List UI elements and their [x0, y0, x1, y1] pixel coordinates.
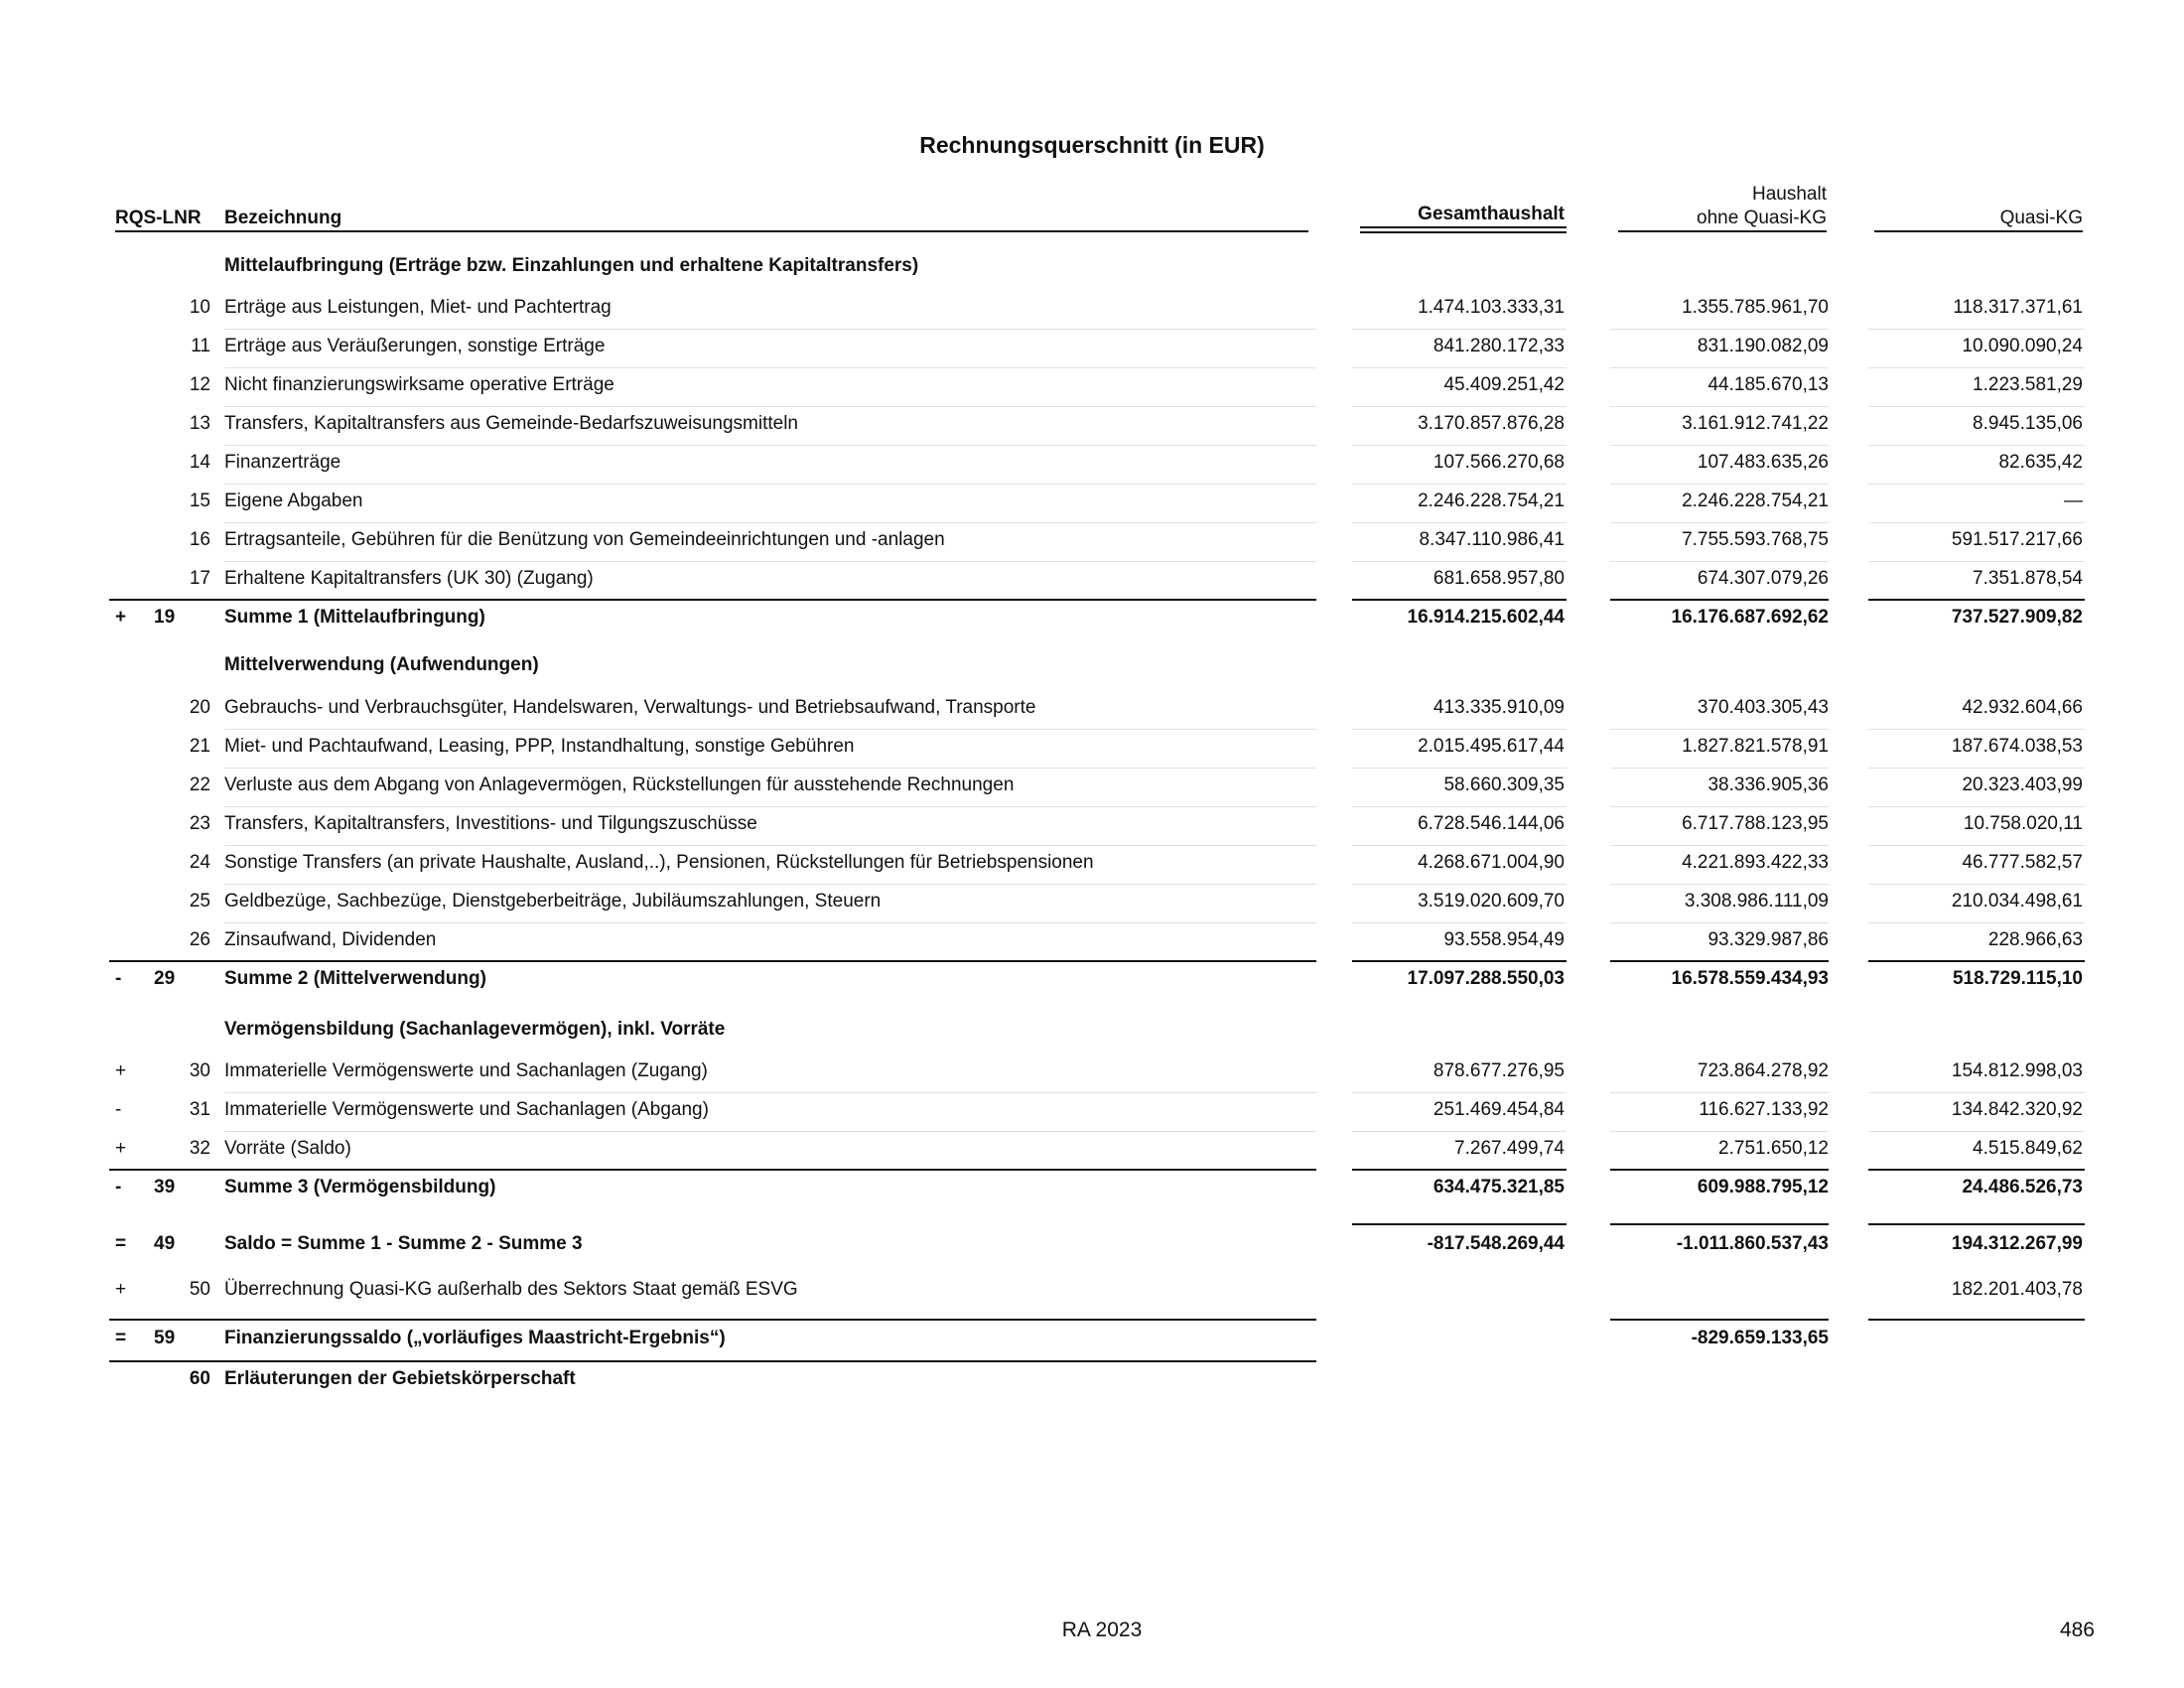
row-number: 25	[189, 891, 210, 912]
row-label: Summe 2 (Mittelverwendung)	[224, 968, 486, 989]
value-quasi-kg: 42.932.604,66	[1962, 697, 2083, 718]
value-gesamthaushalt: 2.246.228.754,21	[1418, 491, 1565, 511]
row-divider	[1352, 729, 1567, 730]
sum-divider	[1868, 599, 2085, 601]
sum-divider	[1610, 599, 1829, 601]
value-quasi-kg: 24.486.526,73	[1962, 1177, 2083, 1197]
sum-divider	[109, 1169, 1316, 1171]
row-operator: +	[115, 1138, 127, 1159]
row-number: 11	[191, 336, 210, 356]
value-haushalt: 116.627.133,92	[1699, 1099, 1829, 1120]
row-divider	[1868, 1131, 2085, 1132]
row-label: Summe 1 (Mittelaufbringung)	[224, 607, 485, 628]
section-heading-mittelaufbringung	[0, 250, 2184, 280]
section-label: Mittelverwendung (Aufwendungen)	[224, 654, 539, 675]
row-label: Vorräte (Saldo)	[224, 1138, 351, 1159]
row-label: Finanzierungssaldo („vorläufiges Maastricht-Ergebnis“)	[224, 1328, 726, 1348]
row-number: 10	[189, 297, 210, 318]
value-haushalt: 7.755.593.768,75	[1682, 529, 1829, 550]
header-underline-quasi	[1874, 230, 2083, 232]
row-label: Geldbezüge, Sachbezüge, Dienstgeberbeiträge, Jubiläumszahlungen, Steuern	[224, 891, 882, 912]
table-row	[0, 292, 2184, 322]
value-quasi-kg: 8.945.135,06	[1973, 413, 2083, 434]
value-quasi-kg: 210.034.498,61	[1951, 891, 2083, 912]
row-number: 50	[189, 1279, 210, 1300]
value-haushalt: 609.988.795,12	[1697, 1177, 1829, 1197]
value-gesamthaushalt: 4.268.671.004,90	[1418, 852, 1565, 873]
value-gesamthaushalt: 3.519.020.609,70	[1418, 891, 1565, 912]
row-number: 19	[154, 607, 176, 628]
value-quasi-kg: 118.317.371,61	[1953, 297, 2083, 318]
row-label: Erträge aus Leistungen, Miet- und Pachtertrag	[224, 297, 612, 318]
row-divider	[224, 445, 1316, 446]
saldo-divider	[1868, 1223, 2085, 1225]
value-haushalt: 16.176.687.692,62	[1671, 607, 1829, 628]
section-label: Vermögensbildung (Sachanlagevermögen), inkl. Vorräte	[224, 1019, 726, 1040]
row-divider	[224, 329, 1316, 330]
value-gesamthaushalt: 2.015.495.617,44	[1418, 736, 1565, 757]
row-divider	[1868, 484, 2085, 485]
header-underline-gesamt	[1360, 226, 1567, 233]
value-gesamthaushalt: 58.660.309,35	[1443, 774, 1565, 795]
value-gesamthaushalt: 1.474.103.333,31	[1418, 297, 1565, 318]
sum-divider	[1868, 1169, 2085, 1171]
row-divider	[1352, 884, 1567, 885]
saldo-row	[0, 1228, 2184, 1258]
row-label: Nicht finanzierungswirksame operative Erträge	[224, 374, 614, 395]
row-label: Immaterielle Vermögenswerte und Sachanlagen (Zugang)	[224, 1060, 708, 1081]
row-divider	[1868, 922, 2085, 923]
value-gesamthaushalt: 16.914.215.602,44	[1407, 607, 1565, 628]
row-divider	[1868, 729, 2085, 730]
value-quasi-kg: 194.312.267,99	[1951, 1233, 2083, 1254]
footer-report-name: RA 2023	[1061, 1618, 1143, 1641]
value-gesamthaushalt: 634.475.321,85	[1433, 1177, 1565, 1197]
value-gesamthaushalt: 6.728.546.144,06	[1418, 813, 1565, 834]
value-gesamthaushalt: 93.558.954,49	[1443, 929, 1565, 950]
row-divider	[1352, 1131, 1567, 1132]
row-divider	[1868, 406, 2085, 407]
sum-row	[0, 1172, 2184, 1201]
row-number: 17	[189, 568, 210, 589]
value-quasi-kg: 187.674.038,53	[1951, 736, 2083, 757]
row-divider	[1352, 329, 1567, 330]
row-label: Transfers, Kapitaltransfers aus Gemeinde-Bedarfszuweisungsmitteln	[224, 413, 798, 434]
row-label: Finanzerträge	[224, 452, 341, 473]
value-haushalt: 3.161.912.741,22	[1682, 413, 1829, 434]
row-divider	[224, 484, 1316, 485]
row-divider	[1610, 884, 1829, 885]
row-divider	[1610, 561, 1829, 562]
row-number: 26	[189, 929, 210, 950]
row-label: Eigene Abgaben	[224, 491, 363, 511]
header-rqs-lnr: RQS-LNR	[115, 208, 202, 228]
value-quasi-kg: 4.515.849,62	[1973, 1138, 2083, 1159]
row-number: 21	[189, 736, 210, 757]
row-label: Miet- und Pachtaufwand, Leasing, PPP, Instandhaltung, sonstige Gebühren	[224, 736, 855, 757]
row-divider	[224, 768, 1316, 769]
row-divider	[1868, 884, 2085, 885]
value-haushalt: 2.246.228.754,21	[1682, 491, 1829, 511]
value-haushalt: -1.011.860.537,43	[1676, 1233, 1829, 1254]
table-row	[0, 369, 2184, 399]
value-quasi-kg: 154.812.998,03	[1951, 1060, 2083, 1081]
row-operator: +	[115, 607, 127, 628]
table-row	[0, 563, 2184, 593]
value-gesamthaushalt: 7.267.499,74	[1454, 1138, 1565, 1159]
result-divider	[1868, 1319, 2085, 1321]
row-operator: -	[115, 968, 122, 989]
row-label: Summe 3 (Vermögensbildung)	[224, 1177, 496, 1197]
value-quasi-kg: 10.758.020,11	[1963, 813, 2083, 834]
table-row	[0, 808, 2184, 838]
sum-divider	[1352, 599, 1567, 601]
row-number: 29	[154, 968, 176, 989]
row-divider	[1352, 406, 1567, 407]
row-divider	[1352, 561, 1567, 562]
table-row	[0, 924, 2184, 954]
value-haushalt: 3.308.986.111,09	[1684, 891, 1829, 912]
row-divider	[224, 845, 1316, 846]
row-divider	[224, 884, 1316, 885]
row-divider	[1352, 522, 1567, 523]
row-divider	[1610, 1092, 1829, 1093]
value-haushalt: 723.864.278,92	[1697, 1060, 1829, 1081]
row-divider	[1610, 729, 1829, 730]
row-divider	[1610, 367, 1829, 368]
row-number: 49	[154, 1233, 176, 1254]
result-divider	[109, 1319, 1316, 1321]
header-bezeichnung: Bezeichnung	[224, 208, 342, 228]
header-underline-haushalt	[1618, 230, 1827, 232]
value-haushalt: 370.403.305,43	[1697, 697, 1829, 718]
row-divider	[1352, 768, 1567, 769]
table-row	[0, 770, 2184, 799]
value-haushalt: -829.659.133,65	[1691, 1328, 1829, 1348]
row-label: Transfers, Kapitaltransfers, Investitions- und Tilgungszuschüsse	[224, 813, 757, 834]
row-number: 23	[189, 813, 210, 834]
table-row	[0, 447, 2184, 477]
row-operator: -	[115, 1099, 122, 1120]
row-divider	[1610, 445, 1829, 446]
row-divider	[224, 806, 1316, 807]
saldo-divider	[1352, 1223, 1567, 1225]
sum-divider	[109, 960, 1316, 962]
table-row	[0, 524, 2184, 554]
value-gesamthaushalt: 107.566.270,68	[1433, 452, 1565, 473]
row-label: Gebrauchs- und Verbrauchsgüter, Handelswaren, Verwaltungs- und Betriebsaufwand, Transporte	[224, 697, 1036, 718]
sum-divider	[1610, 1169, 1829, 1171]
sum-divider	[1352, 1169, 1567, 1171]
row-number: 20	[189, 697, 210, 718]
table-row	[0, 1133, 2184, 1163]
header-quasi-kg: Quasi-KG	[1999, 208, 2083, 228]
row-divider	[1868, 806, 2085, 807]
row-number: 59	[154, 1328, 176, 1348]
row-divider	[1868, 845, 2085, 846]
saldo-divider	[1610, 1223, 1829, 1225]
header-haushalt-line1: Haushalt	[1752, 184, 1827, 205]
row-divider	[1610, 845, 1829, 846]
row-label: Verluste aus dem Abgang von Anlagevermögen, Rückstellungen für ausstehende Rechnungen	[224, 774, 1015, 795]
row-divider	[224, 406, 1316, 407]
row-divider	[1610, 522, 1829, 523]
table-row	[0, 1363, 2184, 1393]
row-divider	[224, 367, 1316, 368]
value-quasi-kg: 10.090.090,24	[1962, 336, 2083, 356]
row-number: 16	[189, 529, 210, 550]
row-divider	[224, 729, 1316, 730]
value-gesamthaushalt: -817.548.269,44	[1427, 1233, 1565, 1254]
value-quasi-kg: 82.635,42	[1998, 452, 2083, 473]
value-quasi-kg: 1.223.581,29	[1973, 374, 2083, 395]
table-row	[0, 1094, 2184, 1124]
row-number: 12	[189, 374, 210, 395]
row-number: 39	[154, 1177, 176, 1197]
section-heading-vermoegensbildung	[0, 1014, 2184, 1044]
row-divider	[1352, 445, 1567, 446]
table-row	[0, 486, 2184, 515]
row-label: Zinsaufwand, Dividenden	[224, 929, 437, 950]
sum-divider	[1352, 960, 1567, 962]
value-haushalt: 1.355.785.961,70	[1682, 297, 1829, 318]
row-divider	[1610, 768, 1829, 769]
row-number: 13	[189, 413, 210, 434]
value-quasi-kg: 20.323.403,99	[1962, 774, 2083, 795]
value-gesamthaushalt: 878.677.276,95	[1433, 1060, 1565, 1081]
page-title: Rechnungsquerschnitt (in EUR)	[919, 132, 1265, 158]
row-divider	[224, 561, 1316, 562]
section-label: Mittelaufbringung (Erträge bzw. Einzahlungen und erhaltene Kapitaltransfers)	[224, 255, 919, 276]
result-divider	[1610, 1319, 1829, 1321]
row-divider	[1868, 445, 2085, 446]
row-divider	[1868, 561, 2085, 562]
row-divider	[1352, 367, 1567, 368]
value-haushalt: 16.578.559.434,93	[1671, 968, 1829, 989]
value-gesamthaushalt: 8.347.110.986,41	[1419, 529, 1565, 550]
sum-row	[0, 963, 2184, 993]
value-quasi-kg: 591.517.217,66	[1951, 529, 2083, 550]
table-row	[0, 886, 2184, 915]
row-label: Saldo = Summe 1 - Summe 2 - Summe 3	[224, 1233, 583, 1254]
value-gesamthaushalt: 17.097.288.550,03	[1407, 968, 1565, 989]
row-divider	[1352, 922, 1567, 923]
row-number: 14	[189, 452, 210, 473]
row-divider	[224, 922, 1316, 923]
row-number: 22	[189, 774, 210, 795]
sum-divider	[1868, 960, 2085, 962]
value-haushalt: 2.751.650,12	[1718, 1138, 1829, 1159]
value-quasi-kg: 518.729.115,10	[1952, 968, 2083, 989]
table-row	[0, 692, 2184, 722]
row-operator: +	[115, 1279, 127, 1300]
result-row	[0, 1323, 2184, 1352]
sum-row	[0, 602, 2184, 632]
row-number: 60	[189, 1368, 210, 1389]
row-label: Erläuterungen der Gebietskörperschaft	[224, 1368, 576, 1389]
table-row	[0, 1055, 2184, 1085]
header-underline-bezeichnung	[115, 230, 1308, 232]
row-divider	[1610, 922, 1829, 923]
row-divider	[1352, 1092, 1567, 1093]
value-gesamthaushalt: 3.170.857.876,28	[1418, 413, 1565, 434]
row-operator: -	[115, 1177, 122, 1197]
row-number: 30	[189, 1060, 210, 1081]
value-haushalt: 107.483.635,26	[1697, 452, 1829, 473]
page-number: 486	[2059, 1618, 2095, 1641]
table-row	[0, 847, 2184, 877]
row-number: 31	[189, 1099, 210, 1120]
row-operator: =	[115, 1233, 127, 1254]
header-haushalt-line2: ohne Quasi-KG	[1697, 208, 1827, 228]
row-divider	[1352, 806, 1567, 807]
row-divider	[1868, 1092, 2085, 1093]
row-divider	[1610, 484, 1829, 485]
value-gesamthaushalt: 413.335.910,09	[1433, 697, 1565, 718]
value-quasi-kg: —	[2064, 491, 2083, 511]
row-label: Erträge aus Veräußerungen, sonstige Erträge	[224, 336, 606, 356]
result-divider	[109, 1360, 1316, 1362]
row-divider	[1352, 484, 1567, 485]
row-label: Erhaltene Kapitaltransfers (UK 30) (Zugang)	[224, 568, 594, 589]
table-row	[0, 731, 2184, 761]
value-haushalt: 1.827.821.578,91	[1682, 736, 1829, 757]
row-divider	[1868, 329, 2085, 330]
value-quasi-kg: 182.201.403,78	[1951, 1279, 2083, 1300]
row-operator: +	[115, 1060, 127, 1081]
row-divider	[224, 1092, 1316, 1093]
table-row	[0, 1274, 2184, 1304]
row-label: Sonstige Transfers (an private Haushalte, Ausland,..), Pensionen, Rückstellungen für Betriebspensionen	[224, 852, 1094, 873]
value-quasi-kg: 46.777.582,57	[1962, 852, 2083, 873]
value-quasi-kg: 134.842.320,92	[1951, 1099, 2083, 1120]
row-number: 15	[189, 491, 210, 511]
row-label: Überrechnung Quasi-KG außerhalb des Sektors Staat gemäß ESVG	[224, 1279, 798, 1300]
row-divider	[1610, 406, 1829, 407]
row-divider	[1868, 367, 2085, 368]
row-divider	[1610, 329, 1829, 330]
row-number: 24	[189, 852, 210, 873]
row-divider	[1868, 522, 2085, 523]
value-haushalt: 674.307.079,26	[1697, 568, 1829, 589]
table-row	[0, 331, 2184, 360]
row-operator: =	[115, 1328, 127, 1348]
value-haushalt: 4.221.893.422,33	[1682, 852, 1829, 873]
row-divider	[224, 1131, 1316, 1132]
value-haushalt: 831.190.082,09	[1697, 336, 1829, 356]
row-label: Ertragsanteile, Gebühren für die Benützung von Gemeindeeinrichtungen und -anlagen	[224, 529, 945, 550]
value-haushalt: 93.329.987,86	[1707, 929, 1829, 950]
table-row	[0, 408, 2184, 438]
header-gesamthaushalt: Gesamthaushalt	[1418, 204, 1565, 224]
sum-divider	[1610, 960, 1829, 962]
value-gesamthaushalt: 45.409.251,42	[1443, 374, 1565, 395]
row-divider	[1352, 845, 1567, 846]
value-quasi-kg: 737.527.909,82	[1951, 607, 2083, 628]
row-number: 32	[189, 1138, 210, 1159]
row-divider	[1868, 768, 2085, 769]
row-divider	[1610, 1131, 1829, 1132]
row-divider	[224, 522, 1316, 523]
value-quasi-kg: 7.351.878,54	[1973, 568, 2083, 589]
value-haushalt: 38.336.905,36	[1707, 774, 1829, 795]
value-gesamthaushalt: 251.469.454,84	[1433, 1099, 1565, 1120]
value-quasi-kg: 228.966,63	[1987, 929, 2083, 950]
section-heading-mittelverwendung	[0, 649, 2184, 679]
value-haushalt: 6.717.788.123,95	[1682, 813, 1829, 834]
value-gesamthaushalt: 841.280.172,33	[1433, 336, 1565, 356]
sum-divider	[109, 599, 1316, 601]
value-haushalt: 44.185.670,13	[1707, 374, 1829, 395]
row-divider	[1610, 806, 1829, 807]
value-gesamthaushalt: 681.658.957,80	[1433, 568, 1565, 589]
row-label: Immaterielle Vermögenswerte und Sachanlagen (Abgang)	[224, 1099, 709, 1120]
